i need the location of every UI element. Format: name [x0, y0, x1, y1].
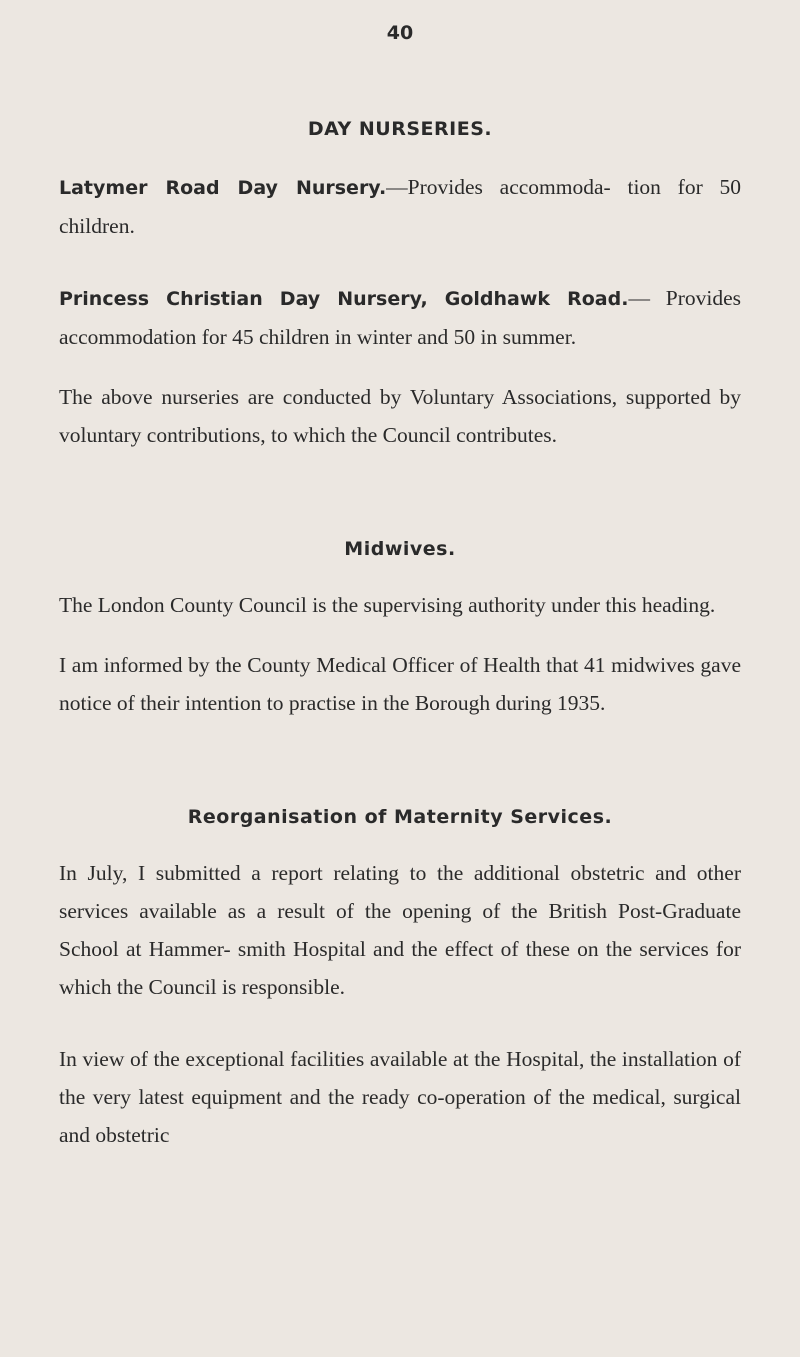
princess-lead: Princess Christian Day Nursery, Goldhawk Road.	[59, 288, 629, 310]
page-number: 40	[386, 22, 414, 44]
latymer-text: —Provides accommoda- tion for 50 children.	[59, 175, 742, 238]
voluntary-paragraph: The above nurseries are conducted by Voluntary Associations, supported by voluntary contributions, to which the Council contributes.	[59, 385, 741, 447]
latymer-lead: Latymer Road Day Nursery.	[59, 177, 387, 199]
maternity-paragraph-1: In July, I submitted a report relating to the additional obstetric and other services available as a result of the opening of the British Post-Graduate School at Hammer- smith Hospital and the effect of these on the services for which the Council is responsible.	[59, 861, 741, 999]
princess-text: — Provides accommodation for 45 children in winter and 50 in summer.	[59, 286, 741, 349]
midwives-paragraph-2: I am informed by the County Medical Officer of Health that 41 midwives gave notice of their intention to practise in the Borough during 1935.	[59, 653, 741, 715]
midwives-paragraph-1: The London County Council is the supervising authority under this heading.	[59, 593, 716, 617]
maternity-paragraph-2: In view of the exceptional facilities available at the Hospital, the installation of the very latest equipment and the ready co-operation of the medical, surgical and obstetric	[59, 1047, 741, 1147]
section-heading-midwives: Midwives.	[344, 538, 456, 560]
page-content	[59, 110, 741, 1154]
latymer-paragraph	[59, 168, 741, 245]
section-heading-day-nurseries: DAY NURSERIES.	[307, 118, 493, 140]
section-heading-maternity: Reorganisation of Maternity Services.	[187, 806, 613, 828]
princess-paragraph	[59, 279, 741, 356]
